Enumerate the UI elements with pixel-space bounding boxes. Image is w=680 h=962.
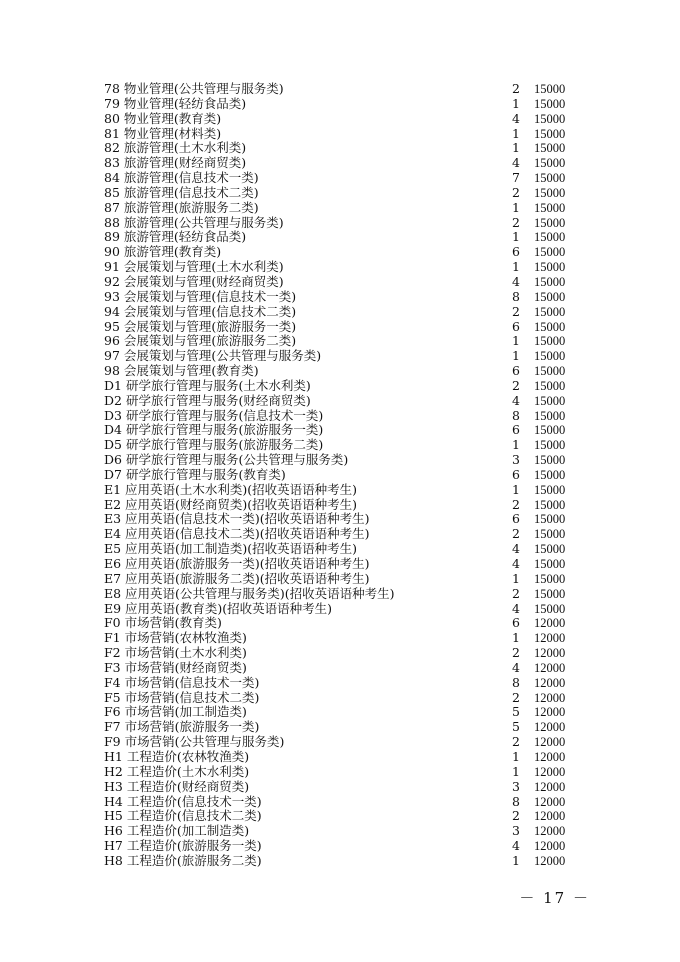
tuition-fee: 15000 (534, 156, 566, 171)
major-name: H8 工程造价(旅游服务二类) (104, 853, 262, 868)
plan-count: 5 (512, 704, 520, 720)
tuition-fee: 15000 (534, 467, 566, 482)
tuition-fee: 15000 (534, 586, 566, 601)
major-name: 90 旅游管理(教育类) (104, 245, 222, 260)
list-item (104, 602, 584, 617)
plan-count: 2 (512, 645, 520, 661)
plan-count: 6 (512, 466, 520, 482)
list-item (104, 409, 584, 424)
major-name: F9 市场营销(公共管理与服务类) (104, 735, 285, 750)
list-item (104, 82, 584, 97)
tuition-fee: 15000 (534, 274, 566, 289)
plan-count: 4 (512, 659, 520, 675)
major-name: H4 工程造价(信息技术一类) (104, 794, 262, 809)
tuition-fee: 15000 (534, 96, 566, 111)
list-item (104, 379, 584, 394)
major-name: 78 物业管理(公共管理与服务类) (104, 82, 284, 96)
tuition-fee: 15000 (534, 141, 566, 156)
tuition-fee: 15000 (534, 408, 566, 423)
plan-count: 1 (512, 437, 520, 453)
major-name: D1 研学旅行管理与服务(土木水利类) (104, 378, 311, 393)
tuition-fee: 15000 (534, 453, 566, 468)
major-name: 88 旅游管理(公共管理与服务类) (104, 215, 284, 230)
tuition-fee: 15000 (534, 200, 566, 215)
major-name: H2 工程造价(土木水利类) (104, 764, 250, 779)
tuition-fee: 15000 (534, 260, 566, 275)
tuition-fee: 15000 (534, 82, 566, 96)
list-item (104, 691, 584, 706)
tuition-fee: 15000 (534, 527, 566, 542)
tuition-fee: 12000 (534, 660, 566, 675)
major-name: 98 会展策划与管理(教育类) (104, 364, 259, 379)
page-number: － 17 － (519, 889, 590, 907)
major-name: 80 物业管理(教育类) (104, 111, 222, 126)
major-name: E6 应用英语(旅游服务一类)(招收英语语种考生) (104, 557, 370, 571)
major-name: 87 旅游管理(旅游服务二类) (104, 200, 259, 215)
list-item (104, 112, 584, 127)
list-item (104, 349, 584, 364)
major-name: D7 研学旅行管理与服务(教育类) (104, 467, 286, 482)
list-item (104, 245, 584, 260)
major-name: 81 物业管理(材料类) (104, 126, 222, 141)
tuition-fee: 15000 (534, 319, 566, 334)
major-name: H3 工程造价(财经商贸类) (104, 779, 250, 794)
list-item (104, 290, 584, 305)
list-item (104, 661, 584, 676)
major-name: 95 会展策划与管理(旅游服务一类) (104, 319, 297, 334)
tuition-fee: 15000 (534, 230, 566, 245)
plan-count: 2 (512, 496, 520, 512)
tuition-fee: 15000 (534, 171, 566, 186)
plan-count: 6 (512, 511, 520, 527)
tuition-fee: 12000 (534, 675, 566, 690)
plan-count: 8 (512, 288, 520, 304)
tuition-fee: 12000 (534, 794, 566, 809)
major-name: F2 市场营销(土木水利类) (104, 646, 247, 661)
tuition-fee: 12000 (534, 720, 566, 735)
plan-count: 3 (512, 823, 520, 839)
list-item (104, 201, 584, 216)
major-name: H1 工程造价(农林牧渔类) (104, 749, 250, 764)
list-item (104, 631, 584, 646)
major-name: D2 研学旅行管理与服务(财经商贸类) (104, 393, 311, 408)
plan-count: 1 (512, 199, 520, 215)
tuition-fee: 12000 (534, 824, 566, 839)
major-name: E3 应用英语(信息技术一类)(招收英语语种考生) (104, 512, 370, 527)
list-item (104, 765, 584, 780)
plan-count: 1 (512, 259, 520, 275)
tuition-fee: 12000 (534, 749, 566, 764)
major-name: E2 应用英语(财经商贸类)(招收英语语种考生) (104, 497, 358, 512)
tuition-fee: 15000 (534, 289, 566, 304)
major-name: E5 应用英语(加工制造类)(招收英语语种考生) (104, 542, 358, 557)
major-name: D5 研学旅行管理与服务(旅游服务二类) (104, 438, 324, 453)
list-item (104, 616, 584, 631)
plan-count: 6 (512, 318, 520, 334)
list-item (104, 572, 584, 587)
plan-count: 2 (512, 689, 520, 705)
major-name: 91 会展策划与管理(土木水利类) (104, 260, 284, 275)
plan-count: 1 (512, 140, 520, 156)
plan-count: 1 (512, 333, 520, 349)
plan-count: 1 (512, 481, 520, 497)
major-name: 96 会展策划与管理(旅游服务二类) (104, 334, 297, 349)
major-name: 97 会展策划与管理(公共管理与服务类) (104, 349, 322, 364)
plan-count: 1 (512, 95, 520, 111)
list-item (104, 646, 584, 661)
list-item (104, 587, 584, 602)
tuition-fee: 15000 (534, 245, 566, 260)
plan-count: 6 (512, 615, 520, 631)
list-item (104, 824, 584, 839)
plan-count: 5 (512, 719, 520, 735)
major-name: 82 旅游管理(土木水利类) (104, 141, 247, 156)
plan-count: 2 (512, 81, 520, 96)
tuition-fee: 15000 (534, 601, 566, 616)
plan-count: 1 (512, 630, 520, 646)
plan-count: 3 (512, 778, 520, 794)
tuition-fee: 15000 (534, 512, 566, 527)
list-item (104, 735, 584, 750)
tuition-fee: 15000 (534, 378, 566, 393)
list-item (104, 720, 584, 735)
tuition-fee: 15000 (534, 304, 566, 319)
tuition-fee: 12000 (534, 764, 566, 779)
major-name: 85 旅游管理(信息技术二类) (104, 185, 259, 200)
major-name: E8 应用英语(公共管理与服务类)(招收英语语种考生) (104, 586, 395, 601)
list-item (104, 512, 584, 527)
major-name: H6 工程造价(加工制造类) (104, 824, 250, 839)
major-name: E9 应用英语(教育类)(招收英语语种考生) (104, 601, 333, 616)
tuition-fee: 15000 (534, 364, 566, 379)
tuition-fee: 15000 (534, 542, 566, 557)
major-name: E7 应用英语(旅游服务二类)(招收英语语种考生) (104, 571, 370, 586)
major-name: 89 旅游管理(轻纺食品类) (104, 230, 247, 245)
plan-count: 1 (512, 748, 520, 764)
major-name: F6 市场营销(加工制造类) (104, 705, 247, 720)
list-item (104, 334, 584, 349)
plan-count: 2 (512, 808, 520, 824)
list-item (104, 809, 584, 824)
plan-count: 2 (512, 214, 520, 230)
list-item (104, 230, 584, 245)
plan-count: 4 (512, 600, 520, 616)
list-item (104, 839, 584, 854)
list-item (104, 483, 584, 498)
plan-count: 4 (512, 110, 520, 126)
tuition-fee: 12000 (534, 646, 566, 661)
major-name: 84 旅游管理(信息技术一类) (104, 171, 259, 186)
list-item (104, 438, 584, 453)
list-item (104, 97, 584, 112)
list-item (104, 468, 584, 483)
tuition-fee: 15000 (534, 215, 566, 230)
major-name: F1 市场营销(农林牧渔类) (104, 631, 247, 646)
major-name: 83 旅游管理(财经商贸类) (104, 156, 247, 171)
tuition-fee: 12000 (534, 690, 566, 705)
tuition-fee: 12000 (534, 779, 566, 794)
plan-count: 2 (512, 377, 520, 393)
enrollment-plan-list (104, 82, 584, 869)
tuition-fee: 15000 (534, 557, 566, 571)
major-name: 79 物业管理(轻纺食品类) (104, 96, 247, 111)
list-item (104, 750, 584, 765)
plan-count: 1 (512, 852, 520, 868)
plan-count: 2 (512, 585, 520, 601)
plan-count: 2 (512, 734, 520, 750)
list-item (104, 527, 584, 542)
list-item (104, 156, 584, 171)
tuition-fee: 15000 (534, 438, 566, 453)
plan-count: 7 (512, 170, 520, 186)
list-item (104, 364, 584, 379)
tuition-fee: 15000 (534, 423, 566, 438)
major-name: D4 研学旅行管理与服务(旅游服务一类) (104, 423, 324, 438)
list-item (104, 216, 584, 231)
major-name: D6 研学旅行管理与服务(公共管理与服务类) (104, 453, 349, 468)
tuition-fee: 12000 (534, 735, 566, 750)
plan-count: 1 (512, 229, 520, 245)
plan-count: 3 (512, 452, 520, 468)
list-item (104, 305, 584, 320)
list-item (104, 557, 584, 572)
plan-count: 1 (512, 348, 520, 364)
major-name: 94 会展策划与管理(信息技术二类) (104, 304, 297, 319)
plan-count: 8 (512, 793, 520, 809)
list-item (104, 320, 584, 335)
plan-count: 6 (512, 244, 520, 260)
tuition-fee: 15000 (534, 111, 566, 126)
major-name: F3 市场营销(财经商贸类) (104, 660, 247, 675)
major-name: E4 应用英语(信息技术二类)(招收英语语种考生) (104, 527, 370, 542)
tuition-fee: 15000 (534, 126, 566, 141)
tuition-fee: 15000 (534, 497, 566, 512)
major-name: F7 市场营销(旅游服务一类) (104, 720, 260, 735)
list-item (104, 186, 584, 201)
plan-count: 4 (512, 556, 520, 571)
plan-count: 1 (512, 763, 520, 779)
list-item (104, 453, 584, 468)
plan-count: 4 (512, 392, 520, 408)
list-item (104, 854, 584, 869)
list-item (104, 260, 584, 275)
major-name: H5 工程造价(信息技术二类) (104, 809, 262, 824)
major-name: F0 市场营销(教育类) (104, 616, 222, 631)
list-item (104, 394, 584, 409)
plan-count: 2 (512, 303, 520, 319)
major-name: D3 研学旅行管理与服务(信息技术一类) (104, 408, 324, 423)
plan-count: 4 (512, 155, 520, 171)
plan-count: 8 (512, 407, 520, 423)
plan-count: 1 (512, 570, 520, 586)
major-name: F5 市场营销(信息技术二类) (104, 690, 260, 705)
plan-count: 4 (512, 273, 520, 289)
list-item (104, 795, 584, 810)
plan-count: 6 (512, 422, 520, 438)
list-item (104, 423, 584, 438)
major-name: H7 工程造价(旅游服务一类) (104, 839, 262, 854)
tuition-fee: 15000 (534, 482, 566, 497)
major-name: 92 会展策划与管理(财经商贸类) (104, 274, 284, 289)
tuition-fee: 12000 (534, 705, 566, 720)
tuition-fee: 12000 (534, 839, 566, 854)
tuition-fee: 12000 (534, 631, 566, 646)
tuition-fee: 12000 (534, 809, 566, 824)
plan-count: 4 (512, 541, 520, 557)
list-item (104, 498, 584, 513)
list-item (104, 171, 584, 186)
plan-count: 2 (512, 184, 520, 200)
tuition-fee: 15000 (534, 334, 566, 349)
list-item (104, 676, 584, 691)
plan-count: 4 (512, 838, 520, 854)
tuition-fee: 12000 (534, 853, 566, 868)
plan-count: 8 (512, 674, 520, 690)
list-item (104, 127, 584, 142)
tuition-fee: 15000 (534, 185, 566, 200)
plan-count: 6 (512, 363, 520, 379)
plan-count: 1 (512, 125, 520, 141)
major-name: 93 会展策划与管理(信息技术一类) (104, 289, 297, 304)
list-item (104, 141, 584, 156)
major-name: F4 市场营销(信息技术一类) (104, 675, 260, 690)
major-name: E1 应用英语(土木水利类)(招收英语语种考生) (104, 482, 358, 497)
list-item (104, 780, 584, 795)
plan-count: 2 (512, 526, 520, 542)
list-item (104, 705, 584, 720)
list-item (104, 542, 584, 557)
tuition-fee: 15000 (534, 393, 566, 408)
tuition-fee: 15000 (534, 571, 566, 586)
tuition-fee: 15000 (534, 349, 566, 364)
tuition-fee: 12000 (534, 616, 566, 631)
list-item (104, 275, 584, 290)
